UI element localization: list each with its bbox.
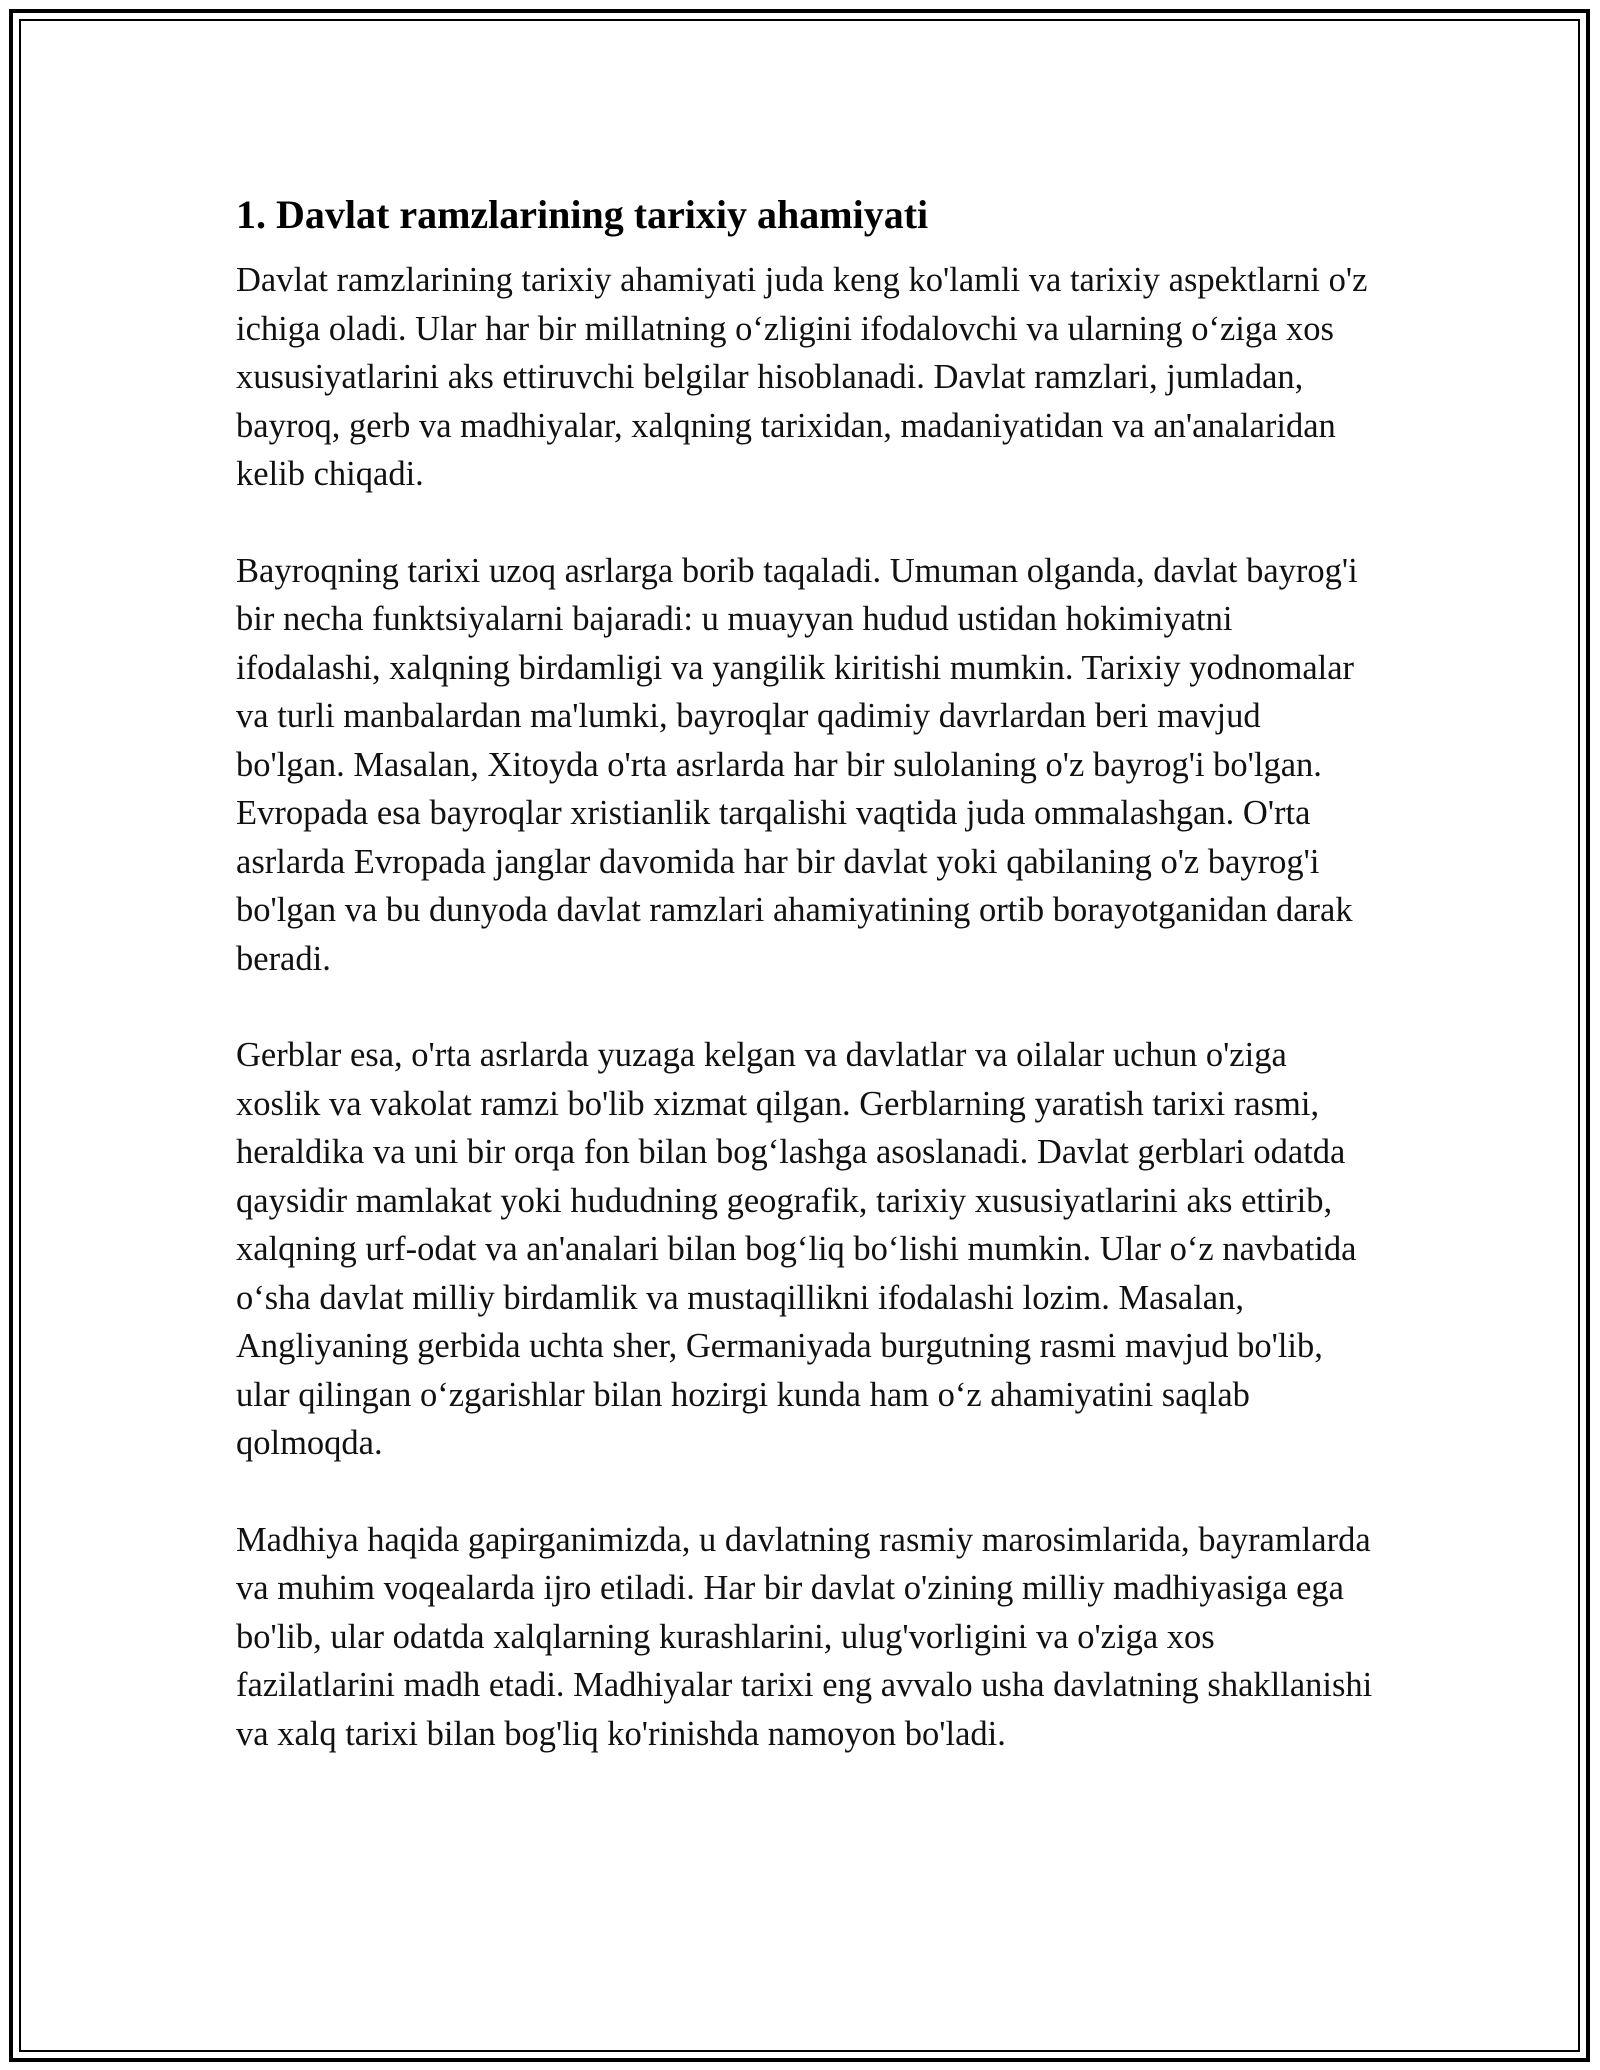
paragraph-coat-of-arms: Gerblar esa, o'rta asrlarda yuzaga kelgan va davlatlar va oilalar uchun o'ziga xoslik va vakolat ramzi bo'lib xizmat qilgan. Gerblarning yaratish tarixi rasmi, heraldika va uni bir orqa fon bilan bog‘lashga asoslanadi. Davlat gerblari odatda qaysidir mamlakat yoki hududning geografik, tarixiy xususiyatlarini aks ettirib, xalqning urf-odat va an'analari bilan bog‘liq bo‘lishi mumkin. Ular o‘z navbatida o‘sha davlat milliy birdamlik va mustaqillikni ifodalashi lozim. Masalan, Angliyaning gerbida uchta sher, Germaniyada burgutning rasmi mavjud bo'lib, ular qilingan o‘zgarishlar bilan hozirgi kunda ham o‘z ahamiyatini saqlab qolmoqda. [236,1036,1357,1462]
document-body [236,186,1376,1758]
section-heading: 1. Davlat ramzlarining tarixiy ahamiyati [236,192,929,237]
paragraph-intro: Davlat ramzlarining tarixiy ahamiyati juda keng ko'lamli va tarixiy aspektlarni o'z ichiga oladi. Ular har bir millatning o‘zligini ifodalovchi va ularning o‘ziga xos xususiyatlarini aks ettiruvchi belgilar hisoblanadi. Davlat ramzlari, jumladan, bayroq, gerb va madhiyalar, xalqning tarixidan, madaniyatidan va an'analaridan kelib chiqadi. [236,261,1368,493]
paragraph-anthem: Madhiya haqida gapirganimizda, u davlatning rasmiy marosimlarida, bayramlarda va muhim voqealarda ijro etiladi. Har bir davlat o'zining milliy madhiyasiga ega bo'lib, ular odatda xalqlarning kurashlarini, ulug'vorligini va o'ziga xos fazilatlarini madh etadi. Madhiyalar tarixi eng avvalo usha davlatning shakllanishi va xalq tarixi bilan bog'liq ko'rinishda namoyon bo'ladi. [236,1520,1373,1753]
paragraph-flag: Bayroqning tarixi uzoq asrlarga borib taqaladi. Umuman olganda, davlat bayrog'i bir necha funktsiyalarni bajaradi: u muayyan hudud ustidan hokimiyatni ifodalashi, xalqning birdamligi va yangilik kiritishi mumkin. Tarixiy yodnomalar va turli manbalardan ma'lumki, bayroqlar qadimiy davrlardan beri mavjud bo'lgan. Masalan, Xitoyda o'rta asrlarda har bir sulolaning o'z bayrog'i bo'lgan. Evropada esa bayroqlar xristianlik tarqalishi vaqtida juda ommalashgan. O'rta asrlarda Evropada janglar davomida har bir davlat yoki qabilaning o'z bayrog'i bo'lgan va bu dunyoda davlat ramzlari ahamiyatining ortib borayotganidan darak beradi. [236,551,1358,978]
